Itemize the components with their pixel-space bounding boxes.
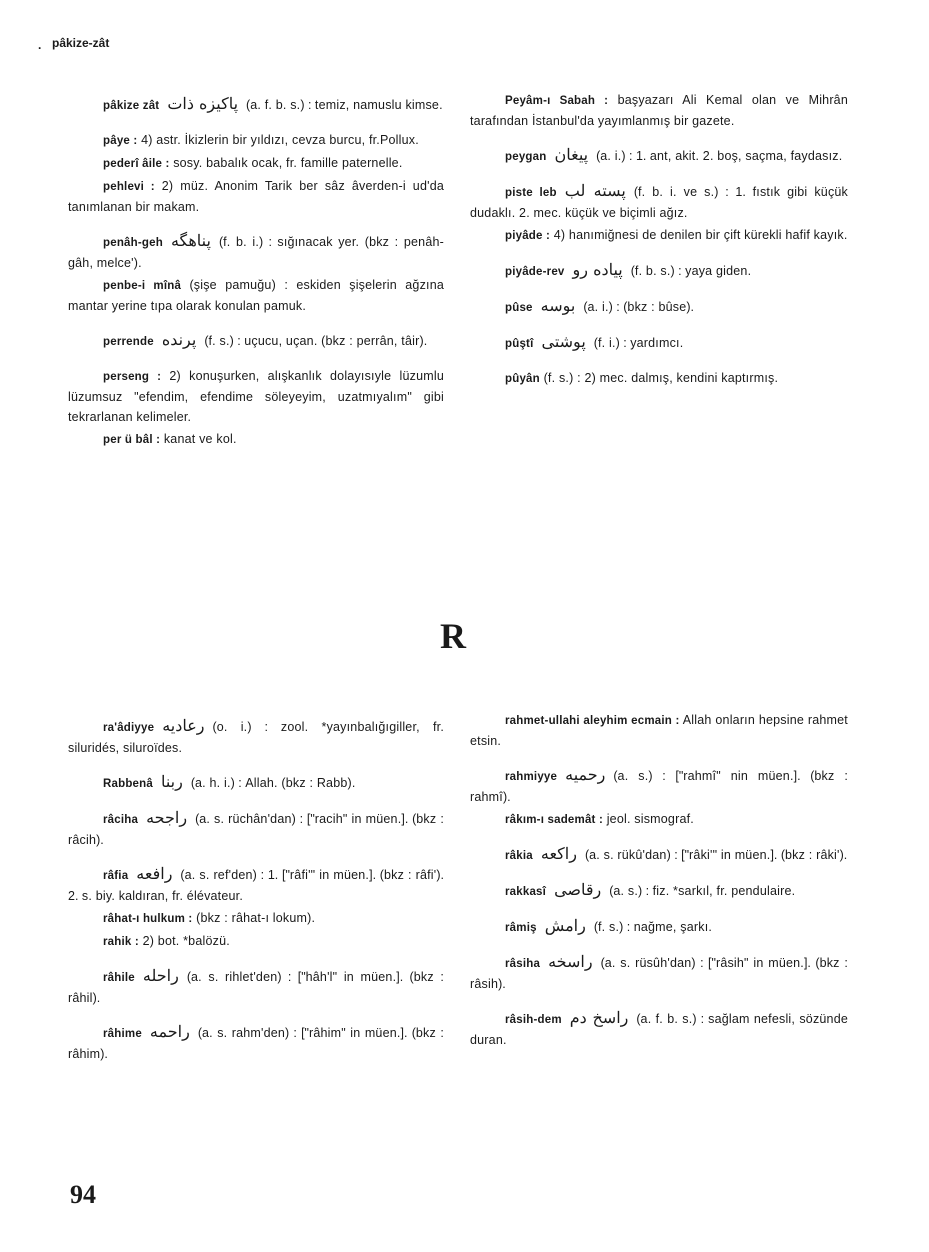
dictionary-entry [68,808,444,850]
entry-arabic-script: بوسه [540,296,576,315]
entry-arabic-script: رقاصی [554,880,602,899]
dictionary-entry [470,90,848,131]
column-left-top [68,94,444,464]
dictionary-entry [470,332,848,354]
dictionary-entry [470,809,848,830]
dictionary-entry [68,153,444,174]
entry-definition: 2) müz. Anonim Tarik ber sâz âverden-i ud'da tanımlanan bir makam. [68,179,445,214]
entry-arabic-script: پرنده [161,330,197,349]
dictionary-entry [470,296,848,318]
entry-arabic-script: پناهگه [170,231,211,250]
entry-arabic-script: ربنا [160,772,183,791]
entry-arabic-script: پیاده رو [572,260,623,279]
entry-headword: pûse [505,302,533,314]
entry-definition: (a. i.) : 1. ant, akit. 2. boş, saçma, faydasız. [596,149,843,163]
dictionary-entry [470,844,848,866]
dictionary-entry [68,94,444,116]
entry-arabic-script: راحمه [149,1022,190,1041]
dictionary-entry [470,260,848,282]
dictionary-entry [68,772,444,794]
entry-headword: rakkasî [505,886,547,898]
entry-headword: pûyân [505,373,540,385]
dictionary-entry [470,916,848,938]
entry-arabic-script: راحله [142,966,179,985]
entry-definition: (a. f. b. s.) : sağlam nefesli, sözünde duran. [470,1012,848,1047]
entry-definition: (a. f. b. s.) : temiz, namuslu kimse. [246,98,443,112]
dictionary-entry [470,710,848,751]
dictionary-entry [470,145,848,167]
entry-arabic-script: رامش [544,916,586,935]
dictionary-entry [470,368,848,389]
entry-headword: pehlevi : [103,181,155,193]
dictionary-entry [68,366,444,427]
dictionary-entry [68,716,444,758]
entry-definition: (a. s. rükû'dan) : ["râki'" in müen.]. (bkz : râki'). [584,848,848,862]
entry-definition: 4) astr. İkizlerin bir yıldızı, cevza burcu, fr.Pollux. [141,133,419,147]
entry-definition: başyazarı Ali Kemal olan ve Mihrân tarafından İstanbul'da yayımlanmış bir gazete. [470,93,848,128]
dictionary-entry [470,225,848,246]
entry-headword: pederî âile : [103,158,170,170]
entry-headword: pûştî [505,338,534,350]
entry-definition: (a. i.) : (bkz : bûse). [583,300,695,314]
entry-headword: râsih-dem [505,1014,562,1026]
entry-definition: (o. i.) : zool. *yayınbalığıgiller, fr. siluridés, siluroïdes. [68,720,444,755]
entry-headword: rahmiyye [505,771,558,783]
page-number: 94 [70,1180,96,1209]
entry-definition: jeol. sismograf. [606,812,694,826]
running-header: . pâkize-zât [52,36,109,50]
dictionary-entry [470,765,848,807]
entry-headword: râfia [103,870,129,882]
entry-arabic-script: رحمیه [565,765,606,784]
entry-headword: perseng : [103,371,162,383]
dictionary-entry [68,966,444,1008]
entry-headword: râkım-ı sademât : [505,814,603,826]
column-right-bottom [470,710,848,1064]
entry-headword: râsiha [505,958,541,970]
entry-definition: (f. s.) : uçucu, uçan. (bkz : perrân, tâir). [204,334,428,348]
entry-definition: (a. s. rüsûh'dan) : ["râsih" in müen.]. (bkz : râsih). [470,956,848,991]
dictionary-entry [68,275,444,316]
entry-arabic-script: راکعه [540,844,577,863]
entry-definition: (a. s.) : ["rahmî" nin müen.]. (bkz : rahmî). [470,769,848,804]
entry-definition: 4) hanımiğnesi de denilen bir çift kürekli hafif kayık. [553,228,848,242]
entry-arabic-script: رعادیه [162,716,205,735]
entry-headword: râciha [103,814,139,826]
dictionary-entry [68,1022,444,1064]
entry-definition: (f. i.) : yardımcı. [593,336,684,350]
entry-headword: rahmet-ullahi aleyhim ecmain : [505,715,680,727]
dictionary-entry [68,330,444,352]
dictionary-entry [470,1008,848,1050]
entry-definition: (f. b. i. ve s.) : 1. fıstık gibi küçük dudaklı. 2. mec. küçük ve biçimli ağız. [470,185,848,220]
entry-headword: per ü bâl : [103,434,161,446]
entry-definition: (şişe pamuğu) : eskiden şişelerin ağzına mantar yerine tıpa olarak konulan pamuk. [68,278,445,313]
entry-definition: Allah onların hepsine rahmet etsin. [470,713,848,748]
dictionary-entry [470,880,848,902]
entry-headword: râhat-ı hulkum : [103,913,193,925]
entry-definition: (a. s. ref'den) : 1. ["râfi'" in müen.]. (bkz : râfi'). 2. s. biy. kaldıran, fr. élévateur. [68,868,444,903]
dictionary-entry [68,931,444,952]
entry-headword: peygan [505,151,547,163]
entry-headword: piyâde-rev [505,266,565,278]
dictionary-entry [68,130,444,151]
entry-arabic-script: رافعه [136,864,173,883]
entry-definition: (a. h. i.) : Allah. (bkz : Rabb). [190,776,356,790]
entry-headword: pâkize zât [103,100,160,112]
entry-headword: Rabbenâ [103,778,153,790]
section-letter: R [440,616,466,656]
entry-headword: piyâde : [505,230,551,242]
entry-arabic-script: پاکیزه ذات [167,94,239,113]
entry-headword: penbe-i mînâ [103,280,182,292]
entry-arabic-script: راسخ دم [569,1008,629,1027]
dictionary-entry [470,952,848,994]
entry-definition: (bkz : râhat-ı lokum). [196,911,316,925]
entry-arabic-script: راسخه [548,952,593,971]
column-right-top [470,90,848,403]
entry-arabic-script: پسته لب [564,181,626,200]
entry-arabic-script: راجحه [146,808,188,827]
entry-headword: râmiş [505,922,537,934]
entry-definition: (a. s. rüchân'dan) : ["racih" in müen.]. (bkz : râcih). [68,812,444,847]
entry-headword: Peyâm-ı Sabah : [505,95,609,107]
entry-definition: sosy. babalık ocak, fr. famille paternelle. [173,156,403,170]
entry-headword: perrende [103,336,154,348]
entry-arabic-script: پوشتی [541,332,586,351]
dictionary-entry [68,231,444,273]
entry-headword: rahik : [103,936,139,948]
entry-headword: râkia [505,850,533,862]
dictionary-entry [68,864,444,906]
dictionary-entry [68,429,444,450]
entry-headword: râhile [103,972,135,984]
entry-definition: (f. b. s.) : yaya giden. [630,264,752,278]
entry-definition: 2) konuşurken, alışkanlık dolayısıyle lüzumlu lüzumsuz "efendim, efendime söleyeyim, uzatmıyalım" gibi tekrarlanan kelimeler. [68,369,445,424]
entry-definition: (f. s.) : nağme, şarkı. [593,920,713,934]
column-left-bottom [68,716,444,1078]
entry-definition: 2) bot. *balözü. [142,934,230,948]
entry-headword: piste leb [505,187,557,199]
dictionary-entry [68,908,444,929]
entry-headword: penâh-geh [103,237,163,249]
entry-headword: râhime [103,1028,142,1040]
entry-headword: pâye : [103,135,138,147]
entry-definition: (f. b. i.) : sığınacak yer. (bkz : penâh-gâh, melce'). [68,235,444,270]
entry-definition: (a. s. rihlet'den) : ["hâh'l" in müen.]. (bkz : râhil). [68,970,444,1005]
entry-definition: kanat ve kol. [163,432,237,446]
entry-definition: (f. s.) : 2) mec. dalmış, kendini kaptırmış. [543,371,779,385]
dictionary-entry [68,176,444,217]
dictionary-entry [470,181,848,223]
entry-arabic-script: پیغان [554,145,589,164]
entry-headword: ra'âdiyye [103,722,155,734]
entry-definition: (a. s. rahm'den) : ["râhim" in müen.]. (bkz : râhim). [68,1026,444,1061]
entry-definition: (a. s.) : fiz. *sarkıl, fr. pendulaire. [609,884,796,898]
